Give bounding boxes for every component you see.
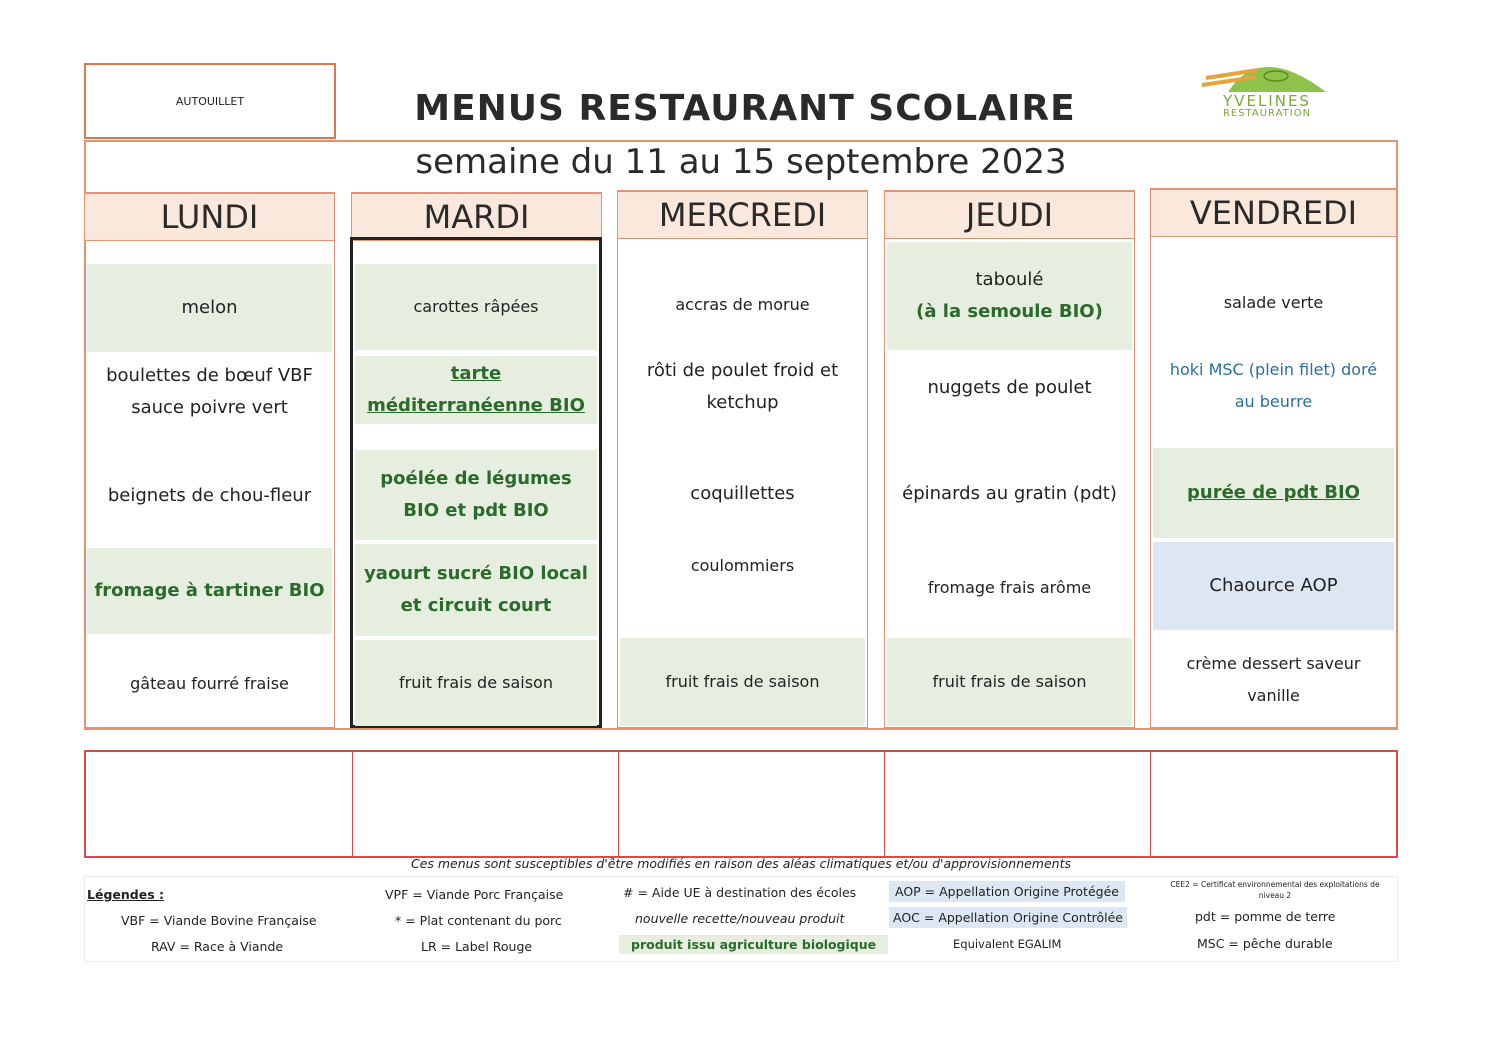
menu-item-main: hoki MSC (plein filet) doré au beurre <box>1169 360 1378 411</box>
legend-nouveau: nouvelle recette/nouveau produit <box>635 911 845 926</box>
school-name: AUTOUILLET <box>175 94 245 108</box>
day-column-lundi <box>84 192 335 728</box>
menu-item-dairy: yaourt sucré BIO local et circuit court <box>355 544 597 636</box>
menu-item-starter: melon <box>87 264 332 352</box>
menu-item-side: poélée de légumes BIO et pdt BIO <box>355 450 597 540</box>
legend <box>84 876 1398 962</box>
legend-bio: produit issu agriculture biologique <box>619 935 888 954</box>
starter-detail: (à la semoule BIO) <box>916 301 1103 322</box>
yvelines-logo <box>1198 50 1333 125</box>
snack-cell <box>352 752 619 856</box>
menu-item-cheese: fromage frais arôme <box>927 578 1092 597</box>
logo-name: YVELINES <box>1223 92 1311 110</box>
menu-item-dessert: gâteau fourré fraise <box>130 674 289 693</box>
snack-cell <box>86 752 353 856</box>
menu-item-dessert: fruit frais de saison <box>355 640 597 726</box>
page-title: MENUS RESTAURANT SCOLAIRE <box>414 88 1076 129</box>
menu-item-cheese: Chaource AOP <box>1153 542 1394 630</box>
menu-item-main: boulettes de bœuf VBF sauce poivre vert <box>106 365 313 418</box>
menu-item-cheese: fromage à tartiner BIO <box>87 548 332 634</box>
menu-item-dessert: crème dessert saveur vanille <box>1186 654 1361 705</box>
menu-item-starter: carottes râpées <box>355 264 597 350</box>
snack-grid <box>84 750 1398 858</box>
legend-aide: # = Aide UE à destination des écoles <box>623 885 857 900</box>
menu-item-side: purée de pdt BIO <box>1153 448 1394 538</box>
disclaimer: Ces menus sont susceptibles d'être modifiés en raison des aléas climatiques et/ou d'approvisionnements <box>410 856 1072 871</box>
starter-name: taboulé <box>975 269 1044 290</box>
legend-msc: MSC = pêche durable <box>1197 936 1333 951</box>
school-name-box <box>84 63 336 139</box>
menu-item-cheese: coulommiers <box>690 556 795 575</box>
menu-item-side: coquillettes <box>690 483 795 504</box>
legend-cee2: CEE2 = Certificat environnemental des exploitations de niveau 2 <box>1170 880 1380 900</box>
legend-title: Légendes : <box>87 887 164 902</box>
week-title: semaine du 11 au 15 septembre 2023 <box>415 142 1067 182</box>
legend-aop: AOP = Appellation Origine Protégée <box>889 881 1125 902</box>
menu-item-main: tarte méditerranéenne BIO <box>355 356 597 424</box>
legend-vbf: VBF = Viande Bovine Française <box>121 913 317 928</box>
day-header: MERCREDI <box>618 192 867 239</box>
legend-egalim: Equivalent EGALIM <box>953 937 1062 951</box>
menu-item-main: rôti de poulet froid et ketchup <box>646 360 839 413</box>
snack-cell <box>618 752 885 856</box>
legend-lr: LR = Label Rouge <box>421 939 533 954</box>
day-header: LUNDI <box>85 194 334 241</box>
legend-aoc: AOC = Appellation Origine Contrôlée <box>889 907 1127 928</box>
day-column-mercredi <box>617 190 868 728</box>
day-header: MARDI <box>352 194 601 241</box>
menu-item-dessert: fruit frais de saison <box>887 638 1132 726</box>
legend-vpf: VPF = Viande Porc Française <box>385 887 564 902</box>
logo-sub: RESTAURATION <box>1222 108 1312 119</box>
menu-item-side: épinards au gratin (pdt) <box>902 483 1117 504</box>
day-column-vendredi <box>1150 188 1397 728</box>
menu-item-dessert: fruit frais de saison <box>620 638 865 726</box>
day-header: JEUDI <box>885 192 1134 239</box>
legend-rav: RAV = Race à Viande <box>151 939 284 954</box>
day-header: VENDREDI <box>1151 190 1396 237</box>
snack-cell <box>884 752 1151 856</box>
legend-pdt: pdt = pomme de terre <box>1195 909 1336 924</box>
menu-item-starter: salade verte <box>1223 293 1324 312</box>
menu-item-starter <box>887 242 1132 350</box>
selected-day-highlight <box>350 237 602 728</box>
day-column-jeudi <box>884 190 1135 728</box>
menu-item-starter: accras de morue <box>675 295 810 314</box>
legend-porc: * = Plat contenant du porc <box>395 913 562 928</box>
menu-item-main: nuggets de poulet <box>927 377 1092 398</box>
menu-item-side: beignets de chou-fleur <box>107 485 312 506</box>
